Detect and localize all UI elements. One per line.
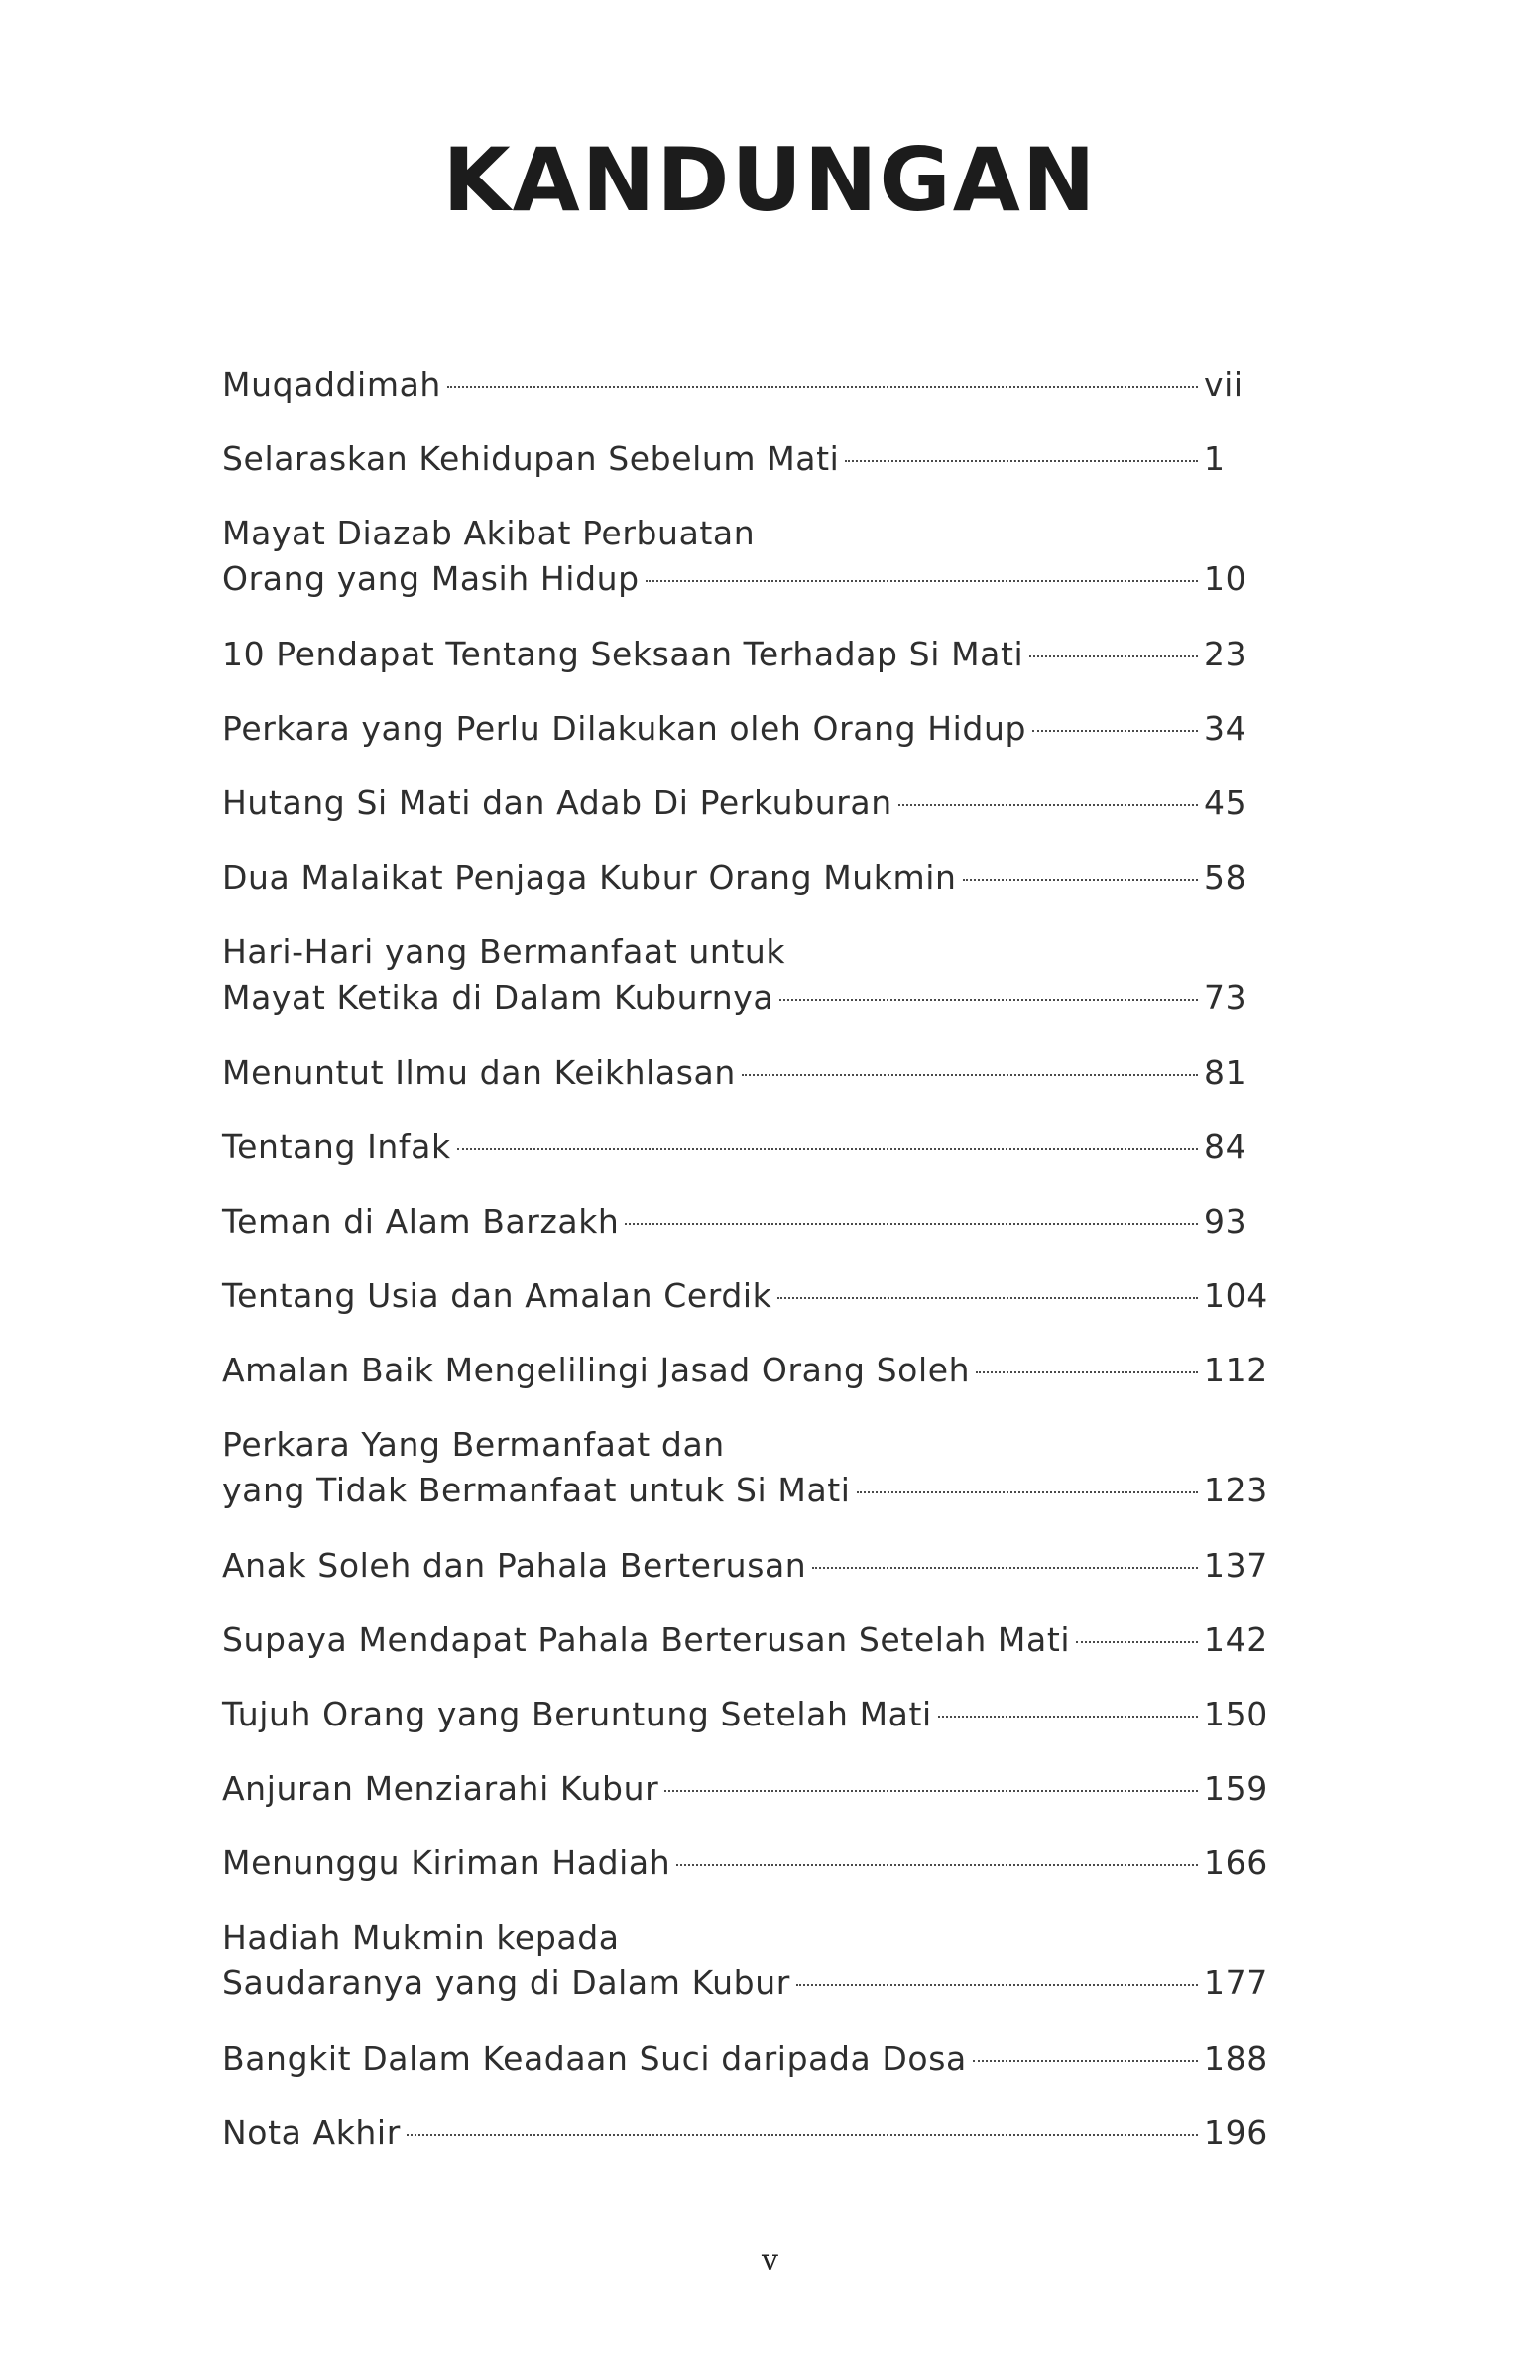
dot-leader bbox=[973, 2060, 1198, 2062]
dot-leader bbox=[664, 1790, 1198, 1792]
page-number: v bbox=[762, 2243, 778, 2278]
toc-entry-page: 1 bbox=[1204, 439, 1226, 478]
dot-leader bbox=[976, 1371, 1198, 1373]
toc-entry[interactable] bbox=[222, 511, 1313, 602]
toc-entry-title-line1: Hadiah Mukmin kepada bbox=[222, 1918, 620, 1957]
toc-entry-title: Anjuran Menziarahi Kubur bbox=[222, 1769, 659, 1808]
toc-entry-page: 177 bbox=[1204, 1964, 1268, 2002]
dot-leader bbox=[1032, 730, 1198, 732]
toc-entry-title: Anak Soleh dan Pahala Berterusan bbox=[222, 1546, 807, 1585]
dot-leader bbox=[676, 1864, 1198, 1866]
toc-entry-page: 188 bbox=[1204, 2039, 1268, 2078]
dot-leader bbox=[742, 1074, 1198, 1076]
toc-entry-title: Teman di Alam Barzakh bbox=[222, 1202, 620, 1241]
toc-entry-page: 81 bbox=[1204, 1053, 1247, 1092]
toc-entry[interactable] bbox=[222, 855, 1313, 900]
dot-leader bbox=[796, 1984, 1198, 1986]
dot-leader bbox=[845, 460, 1198, 462]
toc-entry-title-line1: Hari-Hari yang Bermanfaat untuk bbox=[222, 932, 786, 971]
toc-entry-page: 196 bbox=[1204, 2113, 1268, 2152]
toc-entry-page: 166 bbox=[1204, 1844, 1268, 1882]
toc-entry[interactable] bbox=[222, 632, 1313, 677]
page-title: KANDUNGAN bbox=[442, 129, 1098, 231]
toc-entry[interactable] bbox=[222, 1348, 1313, 1393]
toc-entry-title: Menuntut Ilmu dan Keikhlasan bbox=[222, 1053, 736, 1092]
toc-entry[interactable] bbox=[222, 1422, 1313, 1513]
toc-entry-title-line1: Perkara Yang Bermanfaat dan bbox=[222, 1425, 725, 1464]
toc-entry[interactable] bbox=[222, 436, 1313, 482]
dot-leader bbox=[898, 804, 1198, 806]
toc-entry-page: 112 bbox=[1204, 1351, 1268, 1389]
toc-entry[interactable] bbox=[222, 362, 1313, 408]
toc-entry-title: Mayat Ketika di Dalam Kuburnya bbox=[222, 978, 774, 1016]
toc-entry-page: 58 bbox=[1204, 858, 1247, 896]
dot-leader bbox=[963, 879, 1198, 881]
toc-entry-title: Perkara yang Perlu Dilakukan oleh Orang Hidup bbox=[222, 709, 1027, 748]
toc-entry[interactable] bbox=[222, 1617, 1313, 1663]
toc-entry[interactable] bbox=[222, 706, 1313, 752]
toc-entry[interactable] bbox=[222, 1199, 1313, 1245]
toc-entry-title: Saudaranya yang di Dalam Kubur bbox=[222, 1964, 790, 2002]
toc-entry[interactable] bbox=[222, 780, 1313, 826]
toc-entry-page: vii bbox=[1204, 365, 1244, 404]
toc-entry-title: Selaraskan Kehidupan Sebelum Mati bbox=[222, 439, 840, 478]
toc-entry-title: Hutang Si Mati dan Adab Di Perkuburan bbox=[222, 783, 892, 822]
dot-leader bbox=[1029, 655, 1198, 657]
toc-entry[interactable] bbox=[222, 1050, 1313, 1096]
dot-leader bbox=[779, 999, 1198, 1001]
toc-entry[interactable] bbox=[222, 2036, 1313, 2082]
toc-entry-title: Muqaddimah bbox=[222, 365, 441, 404]
toc-entry-page: 142 bbox=[1204, 1620, 1268, 1659]
toc-entry[interactable] bbox=[222, 1125, 1313, 1170]
toc-entry-page: 10 bbox=[1204, 559, 1247, 598]
toc-entry-title: Dua Malaikat Penjaga Kubur Orang Mukmin bbox=[222, 858, 957, 896]
toc-entry-page: 123 bbox=[1204, 1471, 1268, 1509]
dot-leader bbox=[407, 2134, 1198, 2136]
toc-entry[interactable] bbox=[222, 1841, 1313, 1886]
toc-entry-title: Orang yang Masih Hidup bbox=[222, 559, 640, 598]
toc-entry[interactable] bbox=[222, 929, 1313, 1020]
toc-entry[interactable] bbox=[222, 1273, 1313, 1319]
toc-entry-title: Bangkit Dalam Keadaan Suci daripada Dosa bbox=[222, 2039, 967, 2078]
toc-entry-page: 45 bbox=[1204, 783, 1247, 822]
dot-leader bbox=[938, 1716, 1198, 1718]
toc-entry-page: 137 bbox=[1204, 1546, 1268, 1585]
dot-leader bbox=[447, 386, 1198, 388]
dot-leader bbox=[625, 1223, 1198, 1225]
toc-entry-title: Tujuh Orang yang Beruntung Setelah Mati bbox=[222, 1695, 932, 1733]
toc-entry-page: 159 bbox=[1204, 1769, 1268, 1808]
toc-entry-title: Nota Akhir bbox=[222, 2113, 401, 2152]
toc-entry-title: 10 Pendapat Tentang Seksaan Terhadap Si Mati bbox=[222, 635, 1024, 673]
toc-entry[interactable] bbox=[222, 1692, 1313, 1737]
toc-entry-page: 104 bbox=[1204, 1276, 1268, 1315]
toc-entry-title: Amalan Baik Mengelilingi Jasad Orang Soleh bbox=[222, 1351, 971, 1389]
toc-entry-title-line1: Mayat Diazab Akibat Perbuatan bbox=[222, 514, 756, 552]
toc-entry-page: 34 bbox=[1204, 709, 1247, 748]
dot-leader bbox=[1076, 1641, 1198, 1643]
toc-entry-title: Tentang Infak bbox=[222, 1128, 451, 1166]
toc-entry-page: 84 bbox=[1204, 1128, 1247, 1166]
toc-entry-title: Menunggu Kiriman Hadiah bbox=[222, 1844, 671, 1882]
dot-leader bbox=[457, 1148, 1198, 1150]
dot-leader bbox=[857, 1491, 1198, 1493]
toc-entry-page: 93 bbox=[1204, 1202, 1247, 1241]
toc-entry-title: yang Tidak Bermanfaat untuk Si Mati bbox=[222, 1471, 851, 1509]
toc-entry-page: 150 bbox=[1204, 1695, 1268, 1733]
toc-entry-title: Supaya Mendapat Pahala Berterusan Setelah Mati bbox=[222, 1620, 1071, 1659]
dot-leader bbox=[812, 1567, 1198, 1569]
toc-entry[interactable] bbox=[222, 1915, 1313, 2006]
toc-entry-page: 73 bbox=[1204, 978, 1247, 1016]
dot-leader bbox=[777, 1297, 1198, 1299]
dot-leader bbox=[646, 580, 1198, 582]
toc-entry-page: 23 bbox=[1204, 635, 1247, 673]
toc-entry[interactable] bbox=[222, 2110, 1313, 2156]
toc-entry[interactable] bbox=[222, 1543, 1313, 1589]
toc-entry[interactable] bbox=[222, 1766, 1313, 1812]
toc-entry-title: Tentang Usia dan Amalan Cerdik bbox=[222, 1276, 772, 1315]
